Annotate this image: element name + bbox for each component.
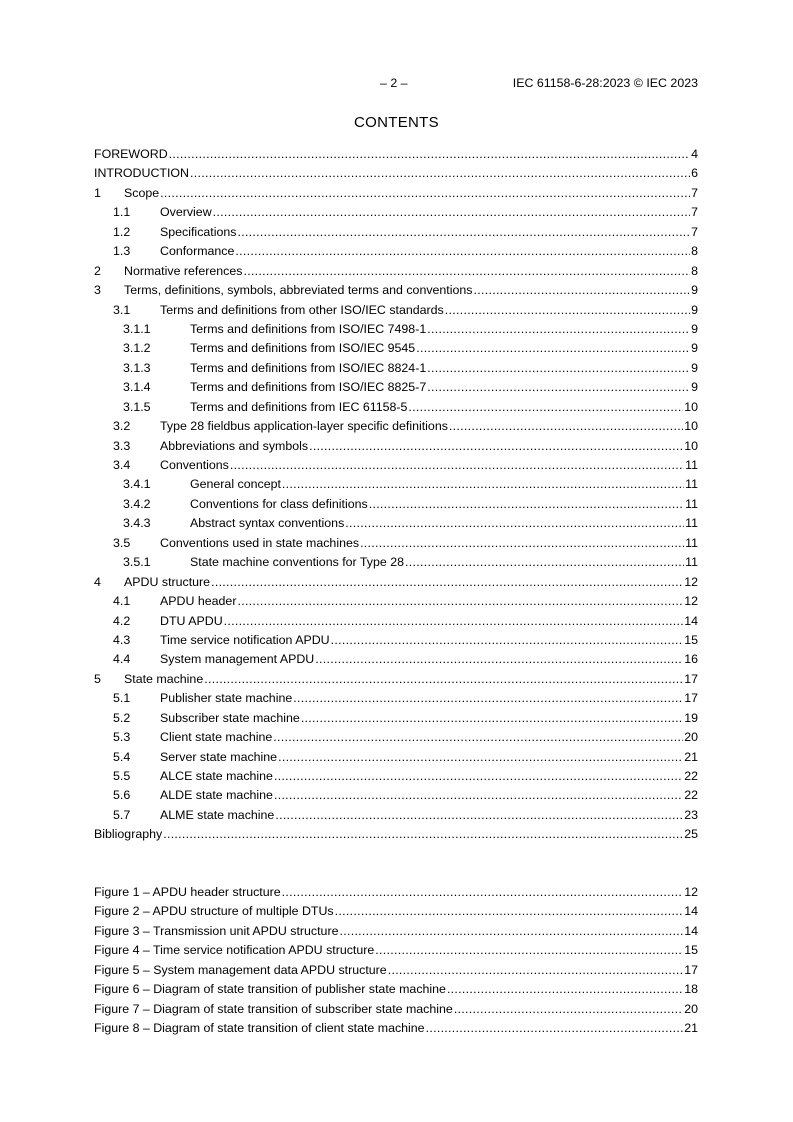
entry-number: 3.4.1 [123, 477, 151, 492]
entry-page: 10 [684, 419, 698, 434]
entry-title: Figure 5 – System management data APDU structure [94, 962, 387, 977]
entry-page: 4 [691, 147, 698, 161]
toc-entry[interactable] [94, 691, 698, 710]
toc-entry[interactable] [94, 341, 698, 360]
dot-leader [282, 477, 684, 491]
entry-number: 5 [94, 671, 101, 686]
dot-leader [454, 1002, 683, 1016]
toc-entry[interactable] [94, 516, 698, 535]
entry-title: FOREWORD [94, 147, 168, 161]
entry-number: 3.1.3 [123, 360, 151, 375]
page-number: – 2 – [380, 76, 408, 90]
toc-entry[interactable] [94, 711, 698, 730]
entry-page: 6 [691, 166, 698, 181]
entry-page: 10 [684, 399, 698, 414]
toc-entry[interactable] [94, 672, 698, 691]
toc-entry[interactable] [94, 827, 698, 846]
toc-entry[interactable] [94, 264, 698, 283]
dot-leader [388, 963, 684, 977]
entry-title: Publisher state machine [160, 691, 293, 706]
entry-title: ALME state machine [160, 807, 275, 822]
entry-title: Bibliography [94, 827, 163, 842]
dot-leader [211, 575, 683, 589]
toc-entry[interactable] [94, 652, 698, 671]
toc-entry[interactable] [94, 788, 698, 807]
dot-leader [190, 166, 690, 180]
dot-leader [408, 400, 683, 414]
entry-number: 3.4.2 [123, 496, 151, 511]
toc-entry[interactable] [94, 322, 698, 341]
entry-page: 7 [691, 224, 698, 239]
dot-leader [426, 1021, 684, 1035]
dot-leader [163, 827, 683, 841]
dot-leader [278, 750, 683, 764]
entry-title: Conventions for class definitions [190, 496, 368, 511]
entry-title: Time service notification APDU [160, 632, 330, 647]
figure-entry[interactable] [94, 1021, 698, 1040]
entry-page: 20 [684, 1001, 698, 1016]
entry-number: 3.2 [113, 419, 131, 434]
entry-title: ALDE state machine [160, 788, 273, 803]
entry-title: Terms and definitions from IEC 61158-5 [190, 399, 408, 414]
entry-title: Figure 7 – Diagram of state transition of subscriber state machine [94, 1001, 453, 1016]
entry-page: 23 [684, 807, 698, 822]
entry-page: 8 [691, 244, 698, 259]
entry-page: 12 [684, 885, 698, 899]
toc-entry[interactable] [94, 400, 698, 419]
table-of-contents [94, 147, 698, 847]
entry-number: 5.5 [113, 769, 131, 783]
entry-title: Figure 3 – Transmission unit APDU structure [94, 923, 339, 938]
entry-page: 12 [684, 594, 698, 609]
entry-page: 9 [691, 321, 698, 336]
toc-entry[interactable] [94, 769, 698, 788]
document-id: IEC 61158-6-28:2023 © IEC 2023 [512, 76, 698, 90]
entry-page: 9 [691, 380, 698, 395]
entry-page: 14 [684, 923, 698, 938]
dot-leader [335, 904, 684, 918]
entry-page: 9 [691, 283, 698, 298]
entry-page: 12 [684, 574, 698, 589]
entry-title: Conformance [160, 244, 235, 259]
dot-leader [230, 458, 684, 472]
entry-page: 14 [684, 904, 698, 919]
entry-page: 11 [685, 516, 698, 531]
entry-title: General concept [190, 477, 281, 492]
toc-entry[interactable] [94, 283, 698, 302]
entry-title: Conventions used in state machines [160, 535, 360, 550]
dot-leader [160, 186, 690, 200]
dot-leader [204, 672, 683, 686]
entry-page: 22 [684, 788, 698, 803]
dot-leader [416, 341, 690, 355]
dot-leader [275, 808, 683, 822]
dot-leader [282, 885, 684, 899]
dot-leader [309, 439, 683, 453]
dot-leader [213, 205, 690, 219]
toc-entry[interactable] [94, 244, 698, 263]
entry-page: 25 [684, 827, 698, 842]
toc-entry[interactable] [94, 497, 698, 516]
entry-number: 3.5 [113, 535, 131, 550]
entry-number: 5.1 [113, 691, 131, 706]
entry-page: 16 [684, 652, 698, 667]
entry-page: 21 [684, 749, 698, 764]
entry-number: 5.6 [113, 788, 131, 803]
entry-page: 7 [691, 185, 698, 200]
entry-number: 4.3 [113, 632, 131, 647]
entry-page: 22 [684, 769, 698, 783]
entry-number: 3.4.3 [123, 516, 151, 531]
entry-number: 1.1 [113, 205, 131, 220]
entry-page: 9 [691, 360, 698, 375]
toc-entry[interactable] [94, 361, 698, 380]
entry-number: 3.5.1 [123, 555, 151, 570]
toc-entry[interactable] [94, 419, 698, 438]
toc-entry[interactable] [94, 575, 698, 594]
toc-entry[interactable] [94, 380, 698, 399]
entry-title: APDU header [160, 594, 237, 609]
entry-title: Normative references [124, 263, 243, 278]
entry-number: 1 [94, 185, 101, 200]
entry-page: 9 [691, 302, 698, 317]
dot-leader [235, 244, 690, 258]
entry-page: 18 [684, 982, 698, 997]
entry-number: 3.1 [113, 302, 131, 317]
entry-number: 3.1.5 [123, 399, 151, 414]
entry-page: 8 [691, 263, 698, 278]
entry-page: 11 [685, 555, 698, 570]
dot-leader [315, 652, 683, 666]
entry-title: Terms and definitions from ISO/IEC 7498-1 [190, 321, 427, 336]
entry-page: 15 [684, 632, 698, 647]
entry-number: 5.7 [113, 807, 131, 822]
toc-entry[interactable] [94, 186, 698, 205]
figure-entry[interactable] [94, 943, 698, 962]
entry-title: Terms, definitions, symbols, abbreviated terms and conventions [124, 283, 473, 298]
entry-title: Abbreviations and symbols [160, 438, 309, 453]
entry-title: Overview [160, 205, 212, 220]
dot-leader [427, 361, 690, 375]
page-header [94, 76, 698, 92]
entry-title: State machine [124, 671, 204, 686]
entry-title: State machine conventions for Type 28 [190, 555, 404, 570]
toc-entry[interactable] [94, 633, 698, 652]
entry-page: 17 [684, 962, 698, 977]
list-of-figures [94, 885, 698, 1041]
toc-entry[interactable] [94, 303, 698, 322]
dot-leader [237, 594, 683, 608]
entry-page: 11 [685, 535, 698, 550]
dot-leader [375, 943, 683, 957]
entry-title: Type 28 fieldbus application-layer specific definitions [160, 419, 448, 434]
entry-title: Figure 8 – Diagram of state transition of client state machine [94, 1021, 425, 1036]
figure-entry[interactable] [94, 885, 698, 904]
entry-title: Client state machine [160, 730, 273, 745]
entry-number: 1.3 [113, 244, 131, 259]
entry-title: ALCE state machine [160, 769, 273, 783]
figure-entry[interactable] [94, 904, 698, 923]
entry-page: 21 [684, 1021, 698, 1036]
dot-leader [360, 536, 684, 550]
entry-number: 3.4 [113, 458, 131, 472]
entry-number: 4 [94, 574, 101, 589]
dot-leader [237, 225, 690, 239]
entry-page: 17 [684, 671, 698, 686]
entry-title: DTU APDU [160, 613, 223, 628]
figure-entry[interactable] [94, 982, 698, 1001]
toc-entry[interactable] [94, 555, 698, 574]
dot-leader [273, 730, 683, 744]
dot-leader [301, 711, 683, 725]
toc-entry[interactable] [94, 205, 698, 224]
dot-leader [274, 788, 683, 802]
toc-entry[interactable] [94, 730, 698, 749]
dot-leader [224, 614, 684, 628]
dot-leader [427, 380, 690, 394]
dot-leader [345, 516, 684, 530]
dot-leader [331, 633, 684, 647]
dot-leader [445, 303, 690, 317]
entry-number: 5.3 [113, 730, 131, 745]
dot-leader [293, 691, 683, 705]
entry-page: 15 [684, 943, 698, 958]
entry-page: 9 [691, 341, 698, 356]
entry-title: Figure 1 – APDU header structure [94, 885, 281, 899]
entry-number: 3.3 [113, 438, 131, 453]
entry-title: Terms and definitions from ISO/IEC 9545 [190, 341, 416, 356]
entry-title: Server state machine [160, 749, 278, 764]
entry-number: 5.4 [113, 749, 131, 764]
entry-title: Figure 6 – Diagram of state transition of publisher state machine [94, 982, 446, 997]
toc-entry[interactable] [94, 614, 698, 633]
entry-page: 11 [685, 458, 698, 472]
entry-title: System management APDU [160, 652, 315, 667]
dot-leader [447, 982, 683, 996]
toc-entry[interactable] [94, 477, 698, 496]
entry-title: Terms and definitions from ISO/IEC 8825-7 [190, 380, 427, 395]
toc-entry[interactable] [94, 536, 698, 555]
entry-title: Figure 4 – Time service notification APDU structure [94, 943, 375, 958]
dot-leader [274, 769, 683, 783]
entry-number: 4.1 [113, 594, 131, 609]
entry-number: 2 [94, 263, 101, 278]
entry-page: 20 [684, 730, 698, 745]
toc-entry[interactable] [94, 458, 698, 477]
entry-page: 7 [691, 205, 698, 220]
entry-title: Conventions [160, 458, 229, 472]
toc-entry[interactable] [94, 439, 698, 458]
entry-title: Specifications [160, 224, 237, 239]
toc-entry[interactable] [94, 166, 698, 185]
entry-page: 11 [685, 477, 698, 492]
entry-page: 11 [685, 496, 698, 511]
figure-entry[interactable] [94, 924, 698, 943]
entry-number: 4.2 [113, 613, 131, 628]
figure-entry[interactable] [94, 1002, 698, 1021]
entry-page: 19 [684, 710, 698, 725]
entry-number: 3.1.2 [123, 341, 151, 356]
entry-title: Terms and definitions from ISO/IEC 8824-1 [190, 360, 427, 375]
entry-number: 4.4 [113, 652, 131, 667]
entry-number: 1.2 [113, 224, 131, 239]
dot-leader [243, 264, 690, 278]
entry-title: Figure 2 – APDU structure of multiple DTUs [94, 904, 334, 919]
dot-leader [449, 419, 683, 433]
entry-number: 5.2 [113, 710, 131, 725]
dot-leader [473, 283, 690, 297]
entry-number: 3 [94, 283, 101, 298]
entry-number: 3.1.4 [123, 380, 151, 395]
entry-number: 3.1.1 [123, 321, 151, 336]
contents-title: CONTENTS [354, 114, 439, 131]
dot-leader [369, 497, 684, 511]
figure-entry[interactable] [94, 963, 698, 982]
entry-title: Abstract syntax conventions [190, 516, 345, 531]
entry-page: 10 [684, 438, 698, 453]
entry-title: Scope [124, 185, 160, 200]
toc-entry[interactable] [94, 594, 698, 613]
entry-title: Terms and definitions from other ISO/IEC standards [160, 302, 444, 317]
entry-title: APDU structure [124, 574, 211, 589]
entry-page: 17 [684, 691, 698, 706]
entry-title: Subscriber state machine [160, 710, 300, 725]
toc-entry[interactable] [94, 750, 698, 769]
entry-title: INTRODUCTION [94, 166, 189, 181]
toc-entry[interactable] [94, 808, 698, 827]
entry-page: 14 [684, 613, 698, 628]
dot-leader [339, 924, 683, 938]
dot-leader [169, 147, 690, 161]
toc-entry[interactable] [94, 225, 698, 244]
toc-entry[interactable] [94, 147, 698, 166]
dot-leader [427, 322, 690, 336]
dot-leader [405, 555, 684, 569]
